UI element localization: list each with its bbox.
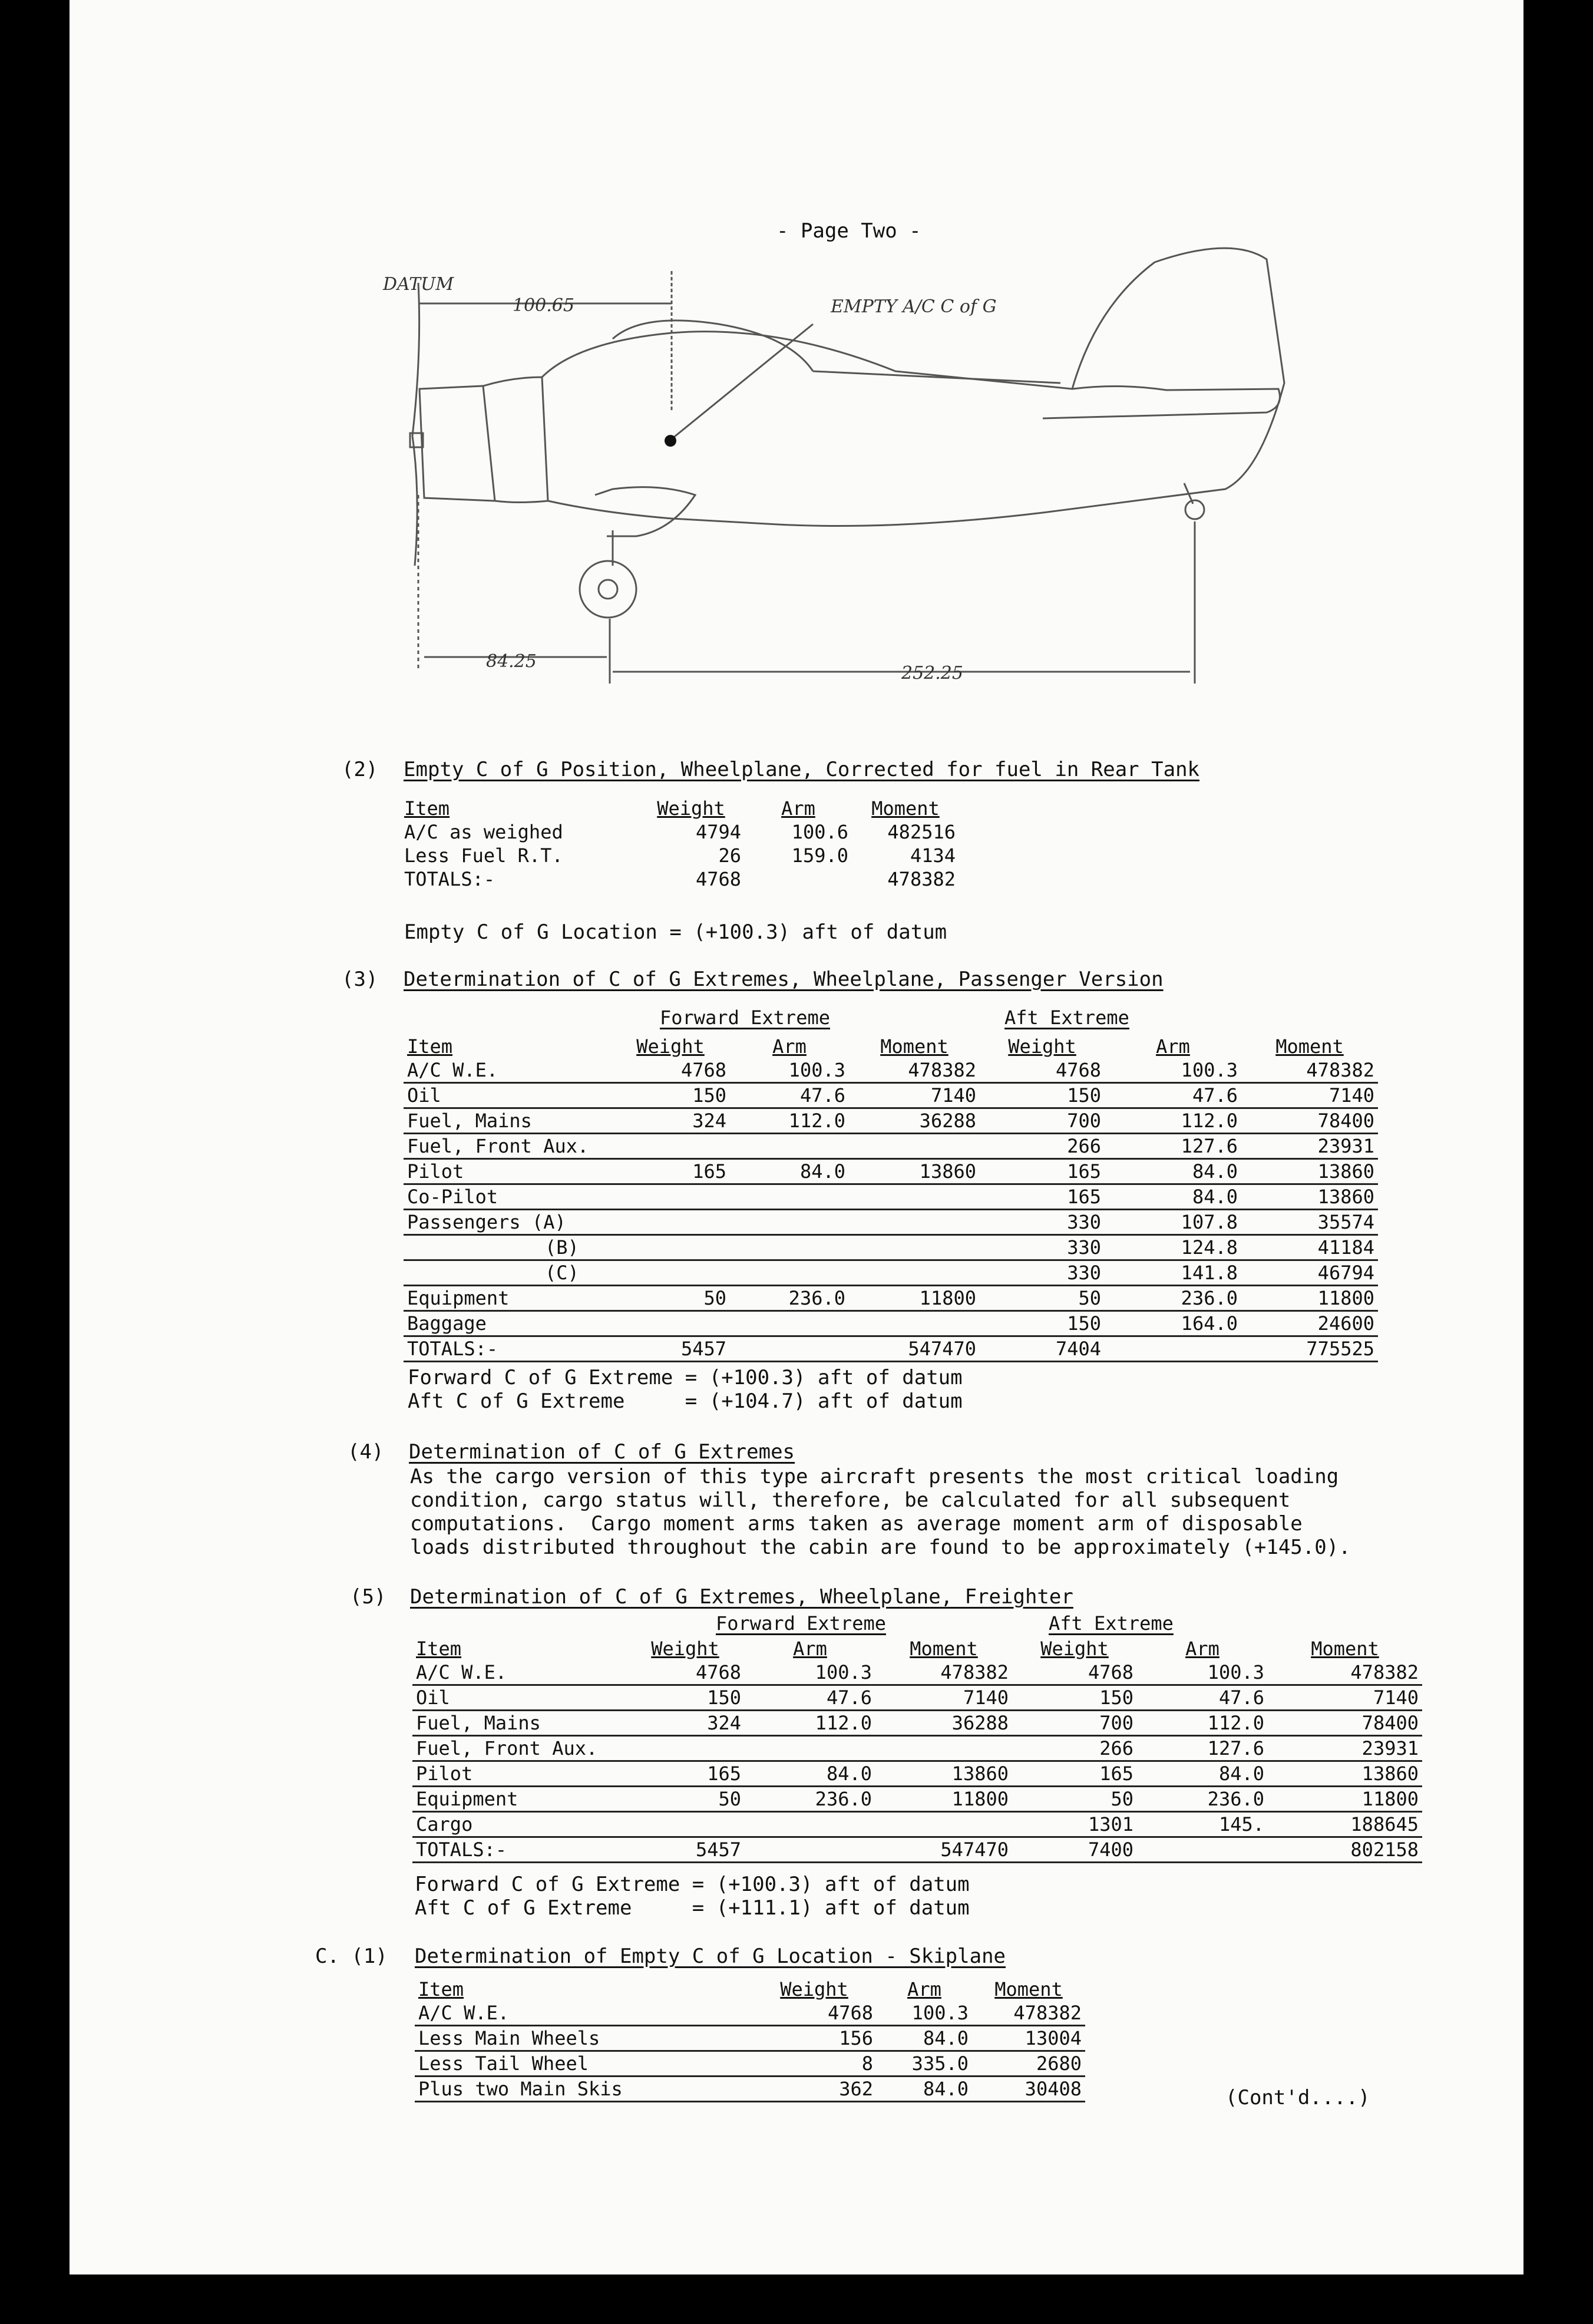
table-cell: (C) [404,1260,611,1286]
table-cell: 47.6 [1137,1685,1268,1711]
table-cell [730,1311,849,1336]
table-cell: 78400 [1241,1108,1378,1134]
table-cell [730,1134,849,1159]
table-cell: 150 [626,1685,745,1711]
table-cell: Plus two Main Skis [415,2077,752,2102]
section-2-location: Empty C of G Location = (+100.3) aft of datum [404,920,947,944]
table-cell: Fuel, Mains [404,1108,611,1134]
table-header-row [401,797,959,820]
table-cell: Equipment [404,1286,611,1311]
table-cell: 4768 [611,1058,730,1083]
table-cell: Fuel, Front Aux. [412,1736,626,1761]
table-cell: 150 [1012,1685,1137,1711]
table-cell: 100.3 [1105,1058,1241,1083]
table-cell: 46794 [1241,1260,1378,1286]
table-cell [611,1260,730,1286]
table-cell: Fuel, Front Aux. [404,1134,611,1159]
column-header: Weight [651,1638,719,1660]
table-cell: 84.0 [745,1761,875,1787]
table-cell [626,1812,745,1837]
table-cell [745,1812,875,1837]
table-row [412,1685,1422,1711]
table-cell: 236.0 [1137,1787,1268,1812]
column-header: Weight [1040,1638,1109,1660]
paragraph-line: loads distributed throughout the cabin are found to be approximately (+145.0). [410,1536,1351,1559]
table-cell: 5457 [611,1336,730,1362]
table-cell: 547470 [849,1336,980,1362]
table-cell: 100.3 [730,1058,849,1083]
column-header: Weight [636,1035,705,1058]
table-cell: 24600 [1241,1311,1378,1336]
s3-aft-label: Aft Extreme [1004,1006,1129,1029]
table-cell: 47.6 [745,1685,875,1711]
table-row [404,1083,1378,1108]
table-cell: 700 [980,1108,1105,1134]
table-cell: 150 [611,1083,730,1108]
table-cell: 324 [611,1108,730,1134]
paragraph-line: condition, cargo status will, therefore, be calculated for all subsequent [410,1488,1291,1512]
table-cell: Baggage [404,1311,611,1336]
s5-forward-result: Forward C of G Extreme = (+100.3) aft of datum [415,1873,970,1896]
table-cell: 4768 [626,1661,745,1685]
table-row [412,1661,1422,1685]
table-cell: 330 [980,1260,1105,1286]
table-cell [1105,1336,1241,1362]
table-cell: 47.6 [1105,1083,1241,1108]
canopy-outline [613,321,813,371]
cg-label: EMPTY A/C C of G [831,296,997,317]
table-cell: 478382 [875,1661,1012,1685]
table-row [412,1711,1422,1736]
table-cell: 11800 [1241,1286,1378,1311]
column-header: Moment [1275,1035,1344,1058]
table-cell: 50 [611,1286,730,1311]
table-cell: TOTALS:- [412,1837,626,1863]
table-cell: 100.6 [791,821,848,843]
table-cell: 7140 [1241,1083,1378,1108]
table-cell: 478382 [972,2001,1085,2026]
table-cell: 164.0 [1105,1311,1241,1336]
table-cell: 84.0 [1105,1184,1241,1210]
tail-stabilizer [1043,386,1280,418]
table-cell: Oil [404,1083,611,1108]
table-cell [730,1336,849,1362]
film-edge [1523,0,1593,2324]
main-wheel [580,561,636,618]
table-cell: 1301 [1012,1812,1137,1837]
table-cell [611,1311,730,1336]
table-cell: 150 [980,1311,1105,1336]
table-cell: 156 [752,2026,877,2051]
table-header-row [415,1978,1085,2001]
section-2-title: Empty C of G Position, Wheelplane, Corrected for fuel in Rear Tank [404,758,1200,781]
table-cell: 478382 [849,1058,980,1083]
table-cell: 330 [980,1210,1105,1235]
freighter-cg-table [412,1637,1422,1863]
table-cell: 127.6 [1105,1134,1241,1159]
table-cell: Passengers (A) [404,1210,611,1235]
table-cell: A/C as weighed [404,821,563,843]
table-cell: 84.0 [877,2026,972,2051]
table-cell: Less Main Wheels [415,2026,752,2051]
table-cell: 100.3 [745,1661,875,1685]
table-cell: 802158 [1268,1837,1422,1863]
table-cell: 266 [980,1134,1105,1159]
table-cell [611,1184,730,1210]
table-cell: 84.0 [1105,1159,1241,1184]
section-3-number: (3) [342,968,378,991]
table-row [404,1210,1378,1235]
dim-left-label: 84.25 [486,651,537,672]
table-cell: 236.0 [745,1787,875,1812]
table-cell: 50 [1012,1787,1137,1812]
table-cell: 11800 [875,1787,1012,1812]
table-cell: 124.8 [1105,1235,1241,1260]
column-header: Weight [657,797,725,820]
table-cell: (B) [404,1235,611,1260]
table-cell: A/C W.E. [404,1058,611,1083]
section-3-title: Determination of C of G Extremes, Wheelplane, Passenger Version [404,968,1164,991]
table-cell [611,1235,730,1260]
table-cell: A/C W.E. [415,2001,752,2026]
skiplane-cg-table [415,1978,1085,2102]
table-cell: 547470 [875,1837,1012,1863]
table-cell: 4768 [1012,1661,1137,1685]
table-cell: 112.0 [1137,1711,1268,1736]
table-row [404,1058,1378,1083]
table-cell: Less Tail Wheel [415,2051,752,2077]
datum-label: DATUM [383,274,454,295]
table-row [404,1159,1378,1184]
table-cell: 700 [1012,1711,1137,1736]
table-cell: TOTALS:- [404,868,495,890]
table-cell: 324 [626,1711,745,1736]
table-cell [875,1812,1012,1837]
table-row [415,2077,1085,2102]
section-4-title: Determination of C of G Extremes [409,1440,795,1464]
table-cell: 4768 [695,868,741,890]
table-cell: 165 [1012,1761,1137,1787]
column-header: Item [404,797,450,820]
table-row [415,2051,1085,2077]
column-header: Moment [880,1035,948,1058]
table-row [412,1787,1422,1812]
table-cell: 112.0 [1105,1108,1241,1134]
table-cell: 236.0 [1105,1286,1241,1311]
table-cell: Cargo [412,1812,626,1837]
cowling-outline [419,386,495,501]
table-cell: Fuel, Mains [412,1711,626,1736]
table-cell: 165 [980,1159,1105,1184]
table-cell: 4134 [910,844,956,867]
table-cell: 145. [1137,1812,1268,1837]
table-cell: 100.3 [1137,1661,1268,1685]
table-header-row [412,1637,1422,1661]
table-cell: Less Fuel R.T. [404,844,563,867]
table-row [404,1108,1378,1134]
section-2-number: (2) [342,758,378,781]
table-cell [730,1184,849,1210]
table-cell: 47.6 [730,1083,849,1108]
dim-right-label: 252.25 [901,663,963,684]
table-cell: 165 [611,1159,730,1184]
table-cell: 100.3 [877,2001,972,2026]
table-cell: 150 [980,1083,1105,1108]
passenger-cg-table [404,1035,1378,1362]
table-cell: 41184 [1241,1235,1378,1260]
table-cell [745,1736,875,1761]
table-row [404,1311,1378,1336]
dim-top-label: 100.65 [513,295,574,316]
aircraft-cg-diagram [365,236,1296,701]
table-cell: 7140 [849,1083,980,1108]
table-cell [745,867,852,891]
table-row [401,867,959,891]
table-cell: Oil [412,1685,626,1711]
table-cell: Pilot [404,1159,611,1184]
table-cell: 84.0 [877,2077,972,2102]
table-cell: 13860 [1241,1184,1378,1210]
table-cell: TOTALS:- [404,1336,611,1362]
column-header: Arm [1156,1035,1190,1058]
table-cell: 50 [626,1787,745,1812]
table-cell: 23931 [1268,1736,1422,1761]
section-4-paragraph [410,1465,1351,1559]
table-row [415,2026,1085,2051]
table-cell [849,1235,980,1260]
table-cell: 13860 [1268,1761,1422,1787]
table-cell: 482516 [887,821,956,843]
column-header: Arm [781,797,815,820]
table-row [401,844,959,867]
column-header: Weight [1008,1035,1076,1058]
table-cell: 2680 [972,2051,1085,2077]
table-cell: 266 [1012,1736,1137,1761]
section-c1-title: Determination of Empty C of G Location - Skiplane [415,1945,1006,1968]
section-c1-number: C. (1) [315,1945,388,1968]
table-cell [730,1260,849,1286]
table-cell: 112.0 [730,1108,849,1134]
table-cell: 26 [718,844,741,867]
table-cell: 11800 [1268,1787,1422,1812]
continued-note: (Cont'd....) [1225,2086,1370,2110]
table-cell: 165 [626,1761,745,1787]
column-header: Moment [871,797,940,820]
column-header: Moment [1311,1638,1379,1660]
table-cell [626,1736,745,1761]
column-header: Arm [793,1638,827,1660]
table-cell: 7140 [1268,1685,1422,1711]
column-header: Arm [907,1978,941,2001]
table-cell: 7400 [1012,1837,1137,1863]
table-cell: 13860 [849,1159,980,1184]
table-cell [730,1235,849,1260]
table-cell: 335.0 [877,2051,972,2077]
column-header: Moment [994,1978,1063,2001]
table-cell: A/C W.E. [412,1661,626,1685]
table-cell: 165 [980,1184,1105,1210]
paragraph-line: As the cargo version of this type aircraft presents the most critical loading [410,1465,1339,1488]
s3-forward-result: Forward C of G Extreme = (+100.3) aft of datum [408,1366,963,1389]
table-row [415,2001,1085,2026]
table-row [401,820,959,844]
table-cell: 330 [980,1235,1105,1260]
table-cell: 236.0 [730,1286,849,1311]
table-cell: 78400 [1268,1711,1422,1736]
table-cell: 13860 [1241,1159,1378,1184]
table-cell [611,1134,730,1159]
s5-forward-label: Forward Extreme [716,1612,886,1635]
table-cell: 13004 [972,2026,1085,2051]
table-cell: 4768 [752,2001,877,2026]
column-header: Item [407,1035,453,1058]
table-cell [1137,1837,1268,1863]
table-cell: 36288 [849,1108,980,1134]
section-5-number: (5) [350,1585,386,1609]
table-row [412,1761,1422,1787]
page-title: - Page Two - [776,219,921,243]
s5-aft-label: Aft Extreme [1049,1612,1174,1635]
table-row [404,1336,1378,1362]
empty-cg-table [401,797,959,891]
table-cell [849,1311,980,1336]
table-cell [849,1184,980,1210]
table-cell: 5457 [626,1837,745,1863]
table-cell: 775525 [1241,1336,1378,1362]
table-cell: Pilot [412,1761,626,1787]
table-cell: Equipment [412,1787,626,1812]
fuselage-outline [542,248,1284,526]
table-cell: 107.8 [1105,1210,1241,1235]
table-cell: 23931 [1241,1134,1378,1159]
column-header: Arm [772,1035,807,1058]
table-row [404,1184,1378,1210]
table-cell: 7404 [980,1336,1105,1362]
table-cell: 36288 [875,1711,1012,1736]
section-5-title: Determination of C of G Extremes, Wheelplane, Freighter [410,1585,1073,1609]
table-cell: 4794 [695,821,741,843]
table-cell: 84.0 [1137,1761,1268,1787]
s3-aft-result: Aft C of G Extreme = (+104.7) aft of datum [408,1389,963,1413]
table-cell: 127.6 [1137,1736,1268,1761]
cg-marker [665,435,676,447]
table-row [404,1134,1378,1159]
table-cell: 478382 [1268,1661,1422,1685]
table-cell: 84.0 [730,1159,849,1184]
table-cell: 4768 [980,1058,1105,1083]
section-4-number: (4) [348,1440,384,1464]
table-row [412,1837,1422,1863]
table-cell [849,1210,980,1235]
table-cell [730,1210,849,1235]
table-cell [849,1260,980,1286]
s5-aft-result: Aft C of G Extreme = (+111.1) aft of datum [415,1896,970,1920]
table-cell: 141.8 [1105,1260,1241,1286]
table-row [404,1260,1378,1286]
table-cell: 11800 [849,1286,980,1311]
table-row [404,1286,1378,1311]
table-cell: 188645 [1268,1812,1422,1837]
table-cell [611,1210,730,1235]
column-header: Weight [780,1978,848,2001]
table-cell: Co-Pilot [404,1184,611,1210]
table-cell: 13860 [875,1761,1012,1787]
column-header: Arm [1185,1638,1219,1660]
table-cell: 362 [752,2077,877,2102]
table-cell [875,1736,1012,1761]
table-cell [745,1837,875,1863]
table-cell: 8 [752,2051,877,2077]
column-header: Item [416,1638,462,1660]
table-row [412,1736,1422,1761]
table-cell: 112.0 [745,1711,875,1736]
table-cell: 159.0 [791,844,848,867]
table-cell: 478382 [887,868,956,890]
s3-forward-label: Forward Extreme [660,1006,830,1029]
table-cell [849,1134,980,1159]
column-header: Item [418,1978,464,2001]
table-row [404,1235,1378,1260]
table-cell: 478382 [1241,1058,1378,1083]
table-header-row [404,1035,1378,1058]
table-cell: 7140 [875,1685,1012,1711]
table-cell: 30408 [972,2077,1085,2102]
tail-wheel [1185,500,1204,519]
table-cell: 35574 [1241,1210,1378,1235]
table-cell: 50 [980,1286,1105,1311]
column-header: Moment [910,1638,978,1660]
table-row [412,1812,1422,1837]
paragraph-line: computations. Cargo moment arms taken as average moment arm of disposable [410,1512,1303,1536]
